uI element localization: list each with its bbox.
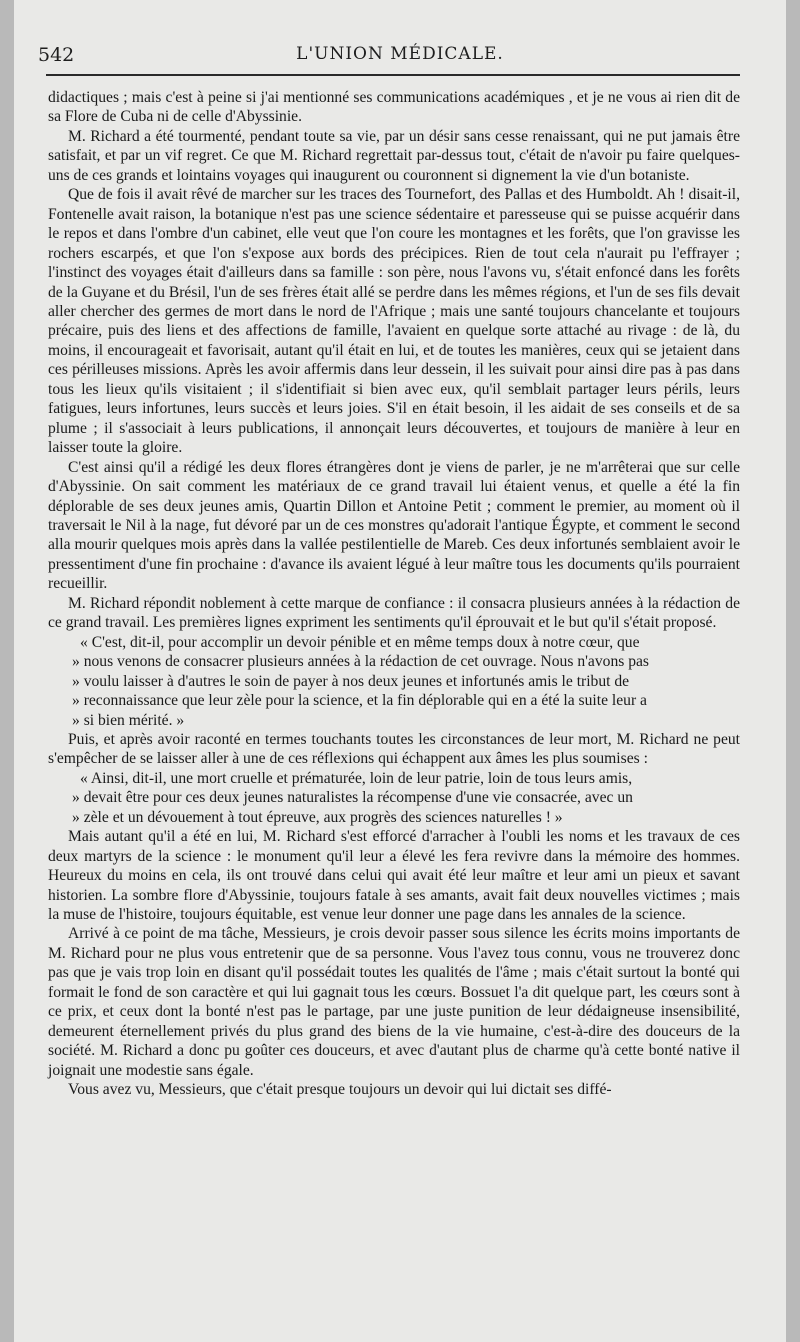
quote-1-line: » voulu laisser à d'autres le soin de payer à nos deux jeunes et infortunés amis le tribut de: [72, 672, 630, 690]
paragraph-2: M. Richard a été tourmenté, pendant toute sa vie, par un désir sans cesse renaissant, qui ne put jamais être satisfait, et par un vif regret. Ce que M. Richard regrettait par-dessus tout, c'était de n'avoir pu faire quelques-uns de ces grands et lointains voyages qui inaugurent ou couronnent si dignement la vie d'un botaniste.: [48, 127, 740, 184]
page-number: 542: [38, 44, 75, 66]
scanned-page: [14, 0, 786, 1342]
quote-1-line: » nous venons de consacrer plusieurs années à la rédaction de cet ouvrage. Nous n'avons pas: [72, 653, 649, 671]
quote-2-line: » zèle et un dévouement à tout épreuve, aux progrès des sciences naturelles ! »: [72, 808, 563, 826]
paragraph-9: Vous avez vu, Messieurs, que c'était presque toujours un devoir qui lui dictait ses diffé-: [68, 1081, 612, 1099]
paragraph-7: Mais autant qu'il a été en lui, M. Richard s'est efforcé d'arracher à l'oubli les noms et les travaux de ces deux martyrs de la science : le monument qu'il leur a élevé les fera revivre dans la mémoire des hommes. Heureux du moins en cela, ils ont trouvé dans celui qui avait été leur maître et leur ami un pieux et savant historien. La sombre flore d'Abyssinie, toujours fatale à ses amants, avait fait deux nouvelles victimes ; mais la muse de l'histoire, toujours équitable, est venue leur donner une page dans les annales de la science.: [48, 828, 740, 924]
paragraph-3: Que de fois il avait rêvé de marcher sur les traces des Tournefort, des Pallas et des Humboldt. Ah ! disait-il, Fontenelle avait raison, la botanique n'est pas une science sédentaire et paresseuse qui se puisse acquérir dans le repos et dans l'ombre d'un cabinet, elle veut que l'on coure les montagnes et les forêts, que l'on gravisse les rochers escarpés, et que l'on s'expose aux bords des précipices. Rien de tout cela n'aurait pu l'effrayer ; l'instinct des voyages était d'ailleurs dans sa famille : son père, nous l'avons vu, s'était enfoncé dans les forêts de la Guyane et du Brésil, l'un de ses frères était allé se perdre dans les mêmes régions, et l'un de ses fils devait aller chercher des germes de mort dans le nord de l'Afrique ; mais une santé toujours chancelante et toujours précaire, puis des liens et des affections de famille, l'avaient en quelque sorte attaché au rivage : de là, du moins, il encourageait et favorisait, autant qu'il était en lui, et de toutes les manières, ceux qui se jetaient dans ces périlleuses missions. Après les avoir affermis dans leur dessein, il les suivait pour ainsi dire pas à pas dans tous les lieux qu'ils visitaient ; il s'identifiait si bien avec eux, qu'il semblait partager leurs périls, leurs fatigues, leurs infortunes, leurs succès et leurs joies. S'il en était besoin, il les aidait de ses conseils et de sa plume ; il s'associait à leurs publications, il annonçait leurs découvertes, et toujours de manière à leur en laisser toute la gloire.: [48, 186, 740, 457]
quote-1-line: « C'est, dit-il, pour accomplir un devoir pénible et en même temps doux à notre cœur, que: [80, 633, 640, 651]
paragraph-1: didactiques ; mais c'est à peine si j'ai mentionné ses communications académiques , et je ne vous ai rien dit de sa Flore de Cuba ni de celle d'Abyssinie.: [48, 89, 740, 126]
paragraph-6: Puis, et après avoir raconté en termes touchants toutes les circonstances de leur mort, M. Richard ne peut s'empêcher de se laisser aller à une de ces réflexions qui échappent aux âmes les plus soumises :: [48, 730, 740, 768]
body-text: [48, 88, 740, 1100]
quote-2-line: « Ainsi, dit-il, une mort cruelle et prématurée, loin de leur patrie, loin de tous leurs amis,: [80, 769, 633, 787]
quote-2-line: » devait être pour ces deux jeunes naturalistes la récompense d'une vie consacrée, avec un: [72, 789, 633, 807]
paragraph-8: Arrivé à ce point de ma tâche, Messieurs, je crois devoir passer sous silence les écrits moins importants de M. Richard pour ne plus vous entretenir que de sa personne. Vous l'avez tous connu, vous ne trouverez donc pas que je vais trop loin en disant qu'il possédait toutes les qualités de l'âme ; mais c'était surtout la bonté qui formait le fond de son caractère et qui lui gagnait tous les cœurs. Bossuet l'a dit quelque part, les cœurs sont à ce prix, et ceux dont la bonté n'est pas le partage, par une juste punition de leur dédaigneuse insensibilité, demeurent éternellement privés du plus grand des biens de la vie humaine, c'est-à-dire des douceurs de la société. M. Richard a donc pu goûter ces douceurs, et avec d'autant plus de charme qu'à cette bonté native il joignait une modestie sans égale.: [48, 925, 740, 1079]
running-title: L'UNION MÉDICALE.: [296, 44, 504, 64]
page-header: [14, 34, 786, 74]
paragraph-4: C'est ainsi qu'il a rédigé les deux flores étrangères dont je viens de parler, je ne m'arrêterai que sur celle d'Abyssinie. On sait comment les matériaux de ce grand travail lui étaient venus, et quelle a été la fin déplorable de ses deux jeunes amis, Quartin Dillon et Antoine Petit ; comment le premier, au moment où il traversait le Nil à la nage, fut dévoré par un de ces monstres qu'adorait l'antique Égypte, et comment le second alla mourir quelques mois après dans la vallée pestilentielle de Mareb. Ces deux infortunés semblaient avoir le pressentiment d'une fin prochaine : d'avance ils avaient légué à leur maître tous les documents qu'ils pourraient recueillir.: [48, 458, 740, 593]
paragraph-5: M. Richard répondit noblement à cette marque de confiance : il consacra plusieurs années à la rédaction de ce grand travail. Les premières lignes expriment les sentiments qu'il éprouvait et le but qu'il s'était proposé.: [48, 594, 740, 632]
header-rule: [46, 74, 740, 76]
quote-1-line: » reconnaissance que leur zèle pour la science, et la fin déplorable qui en a été la suite leur a: [72, 692, 647, 710]
quote-1-line: » si bien mérité. »: [72, 711, 185, 729]
